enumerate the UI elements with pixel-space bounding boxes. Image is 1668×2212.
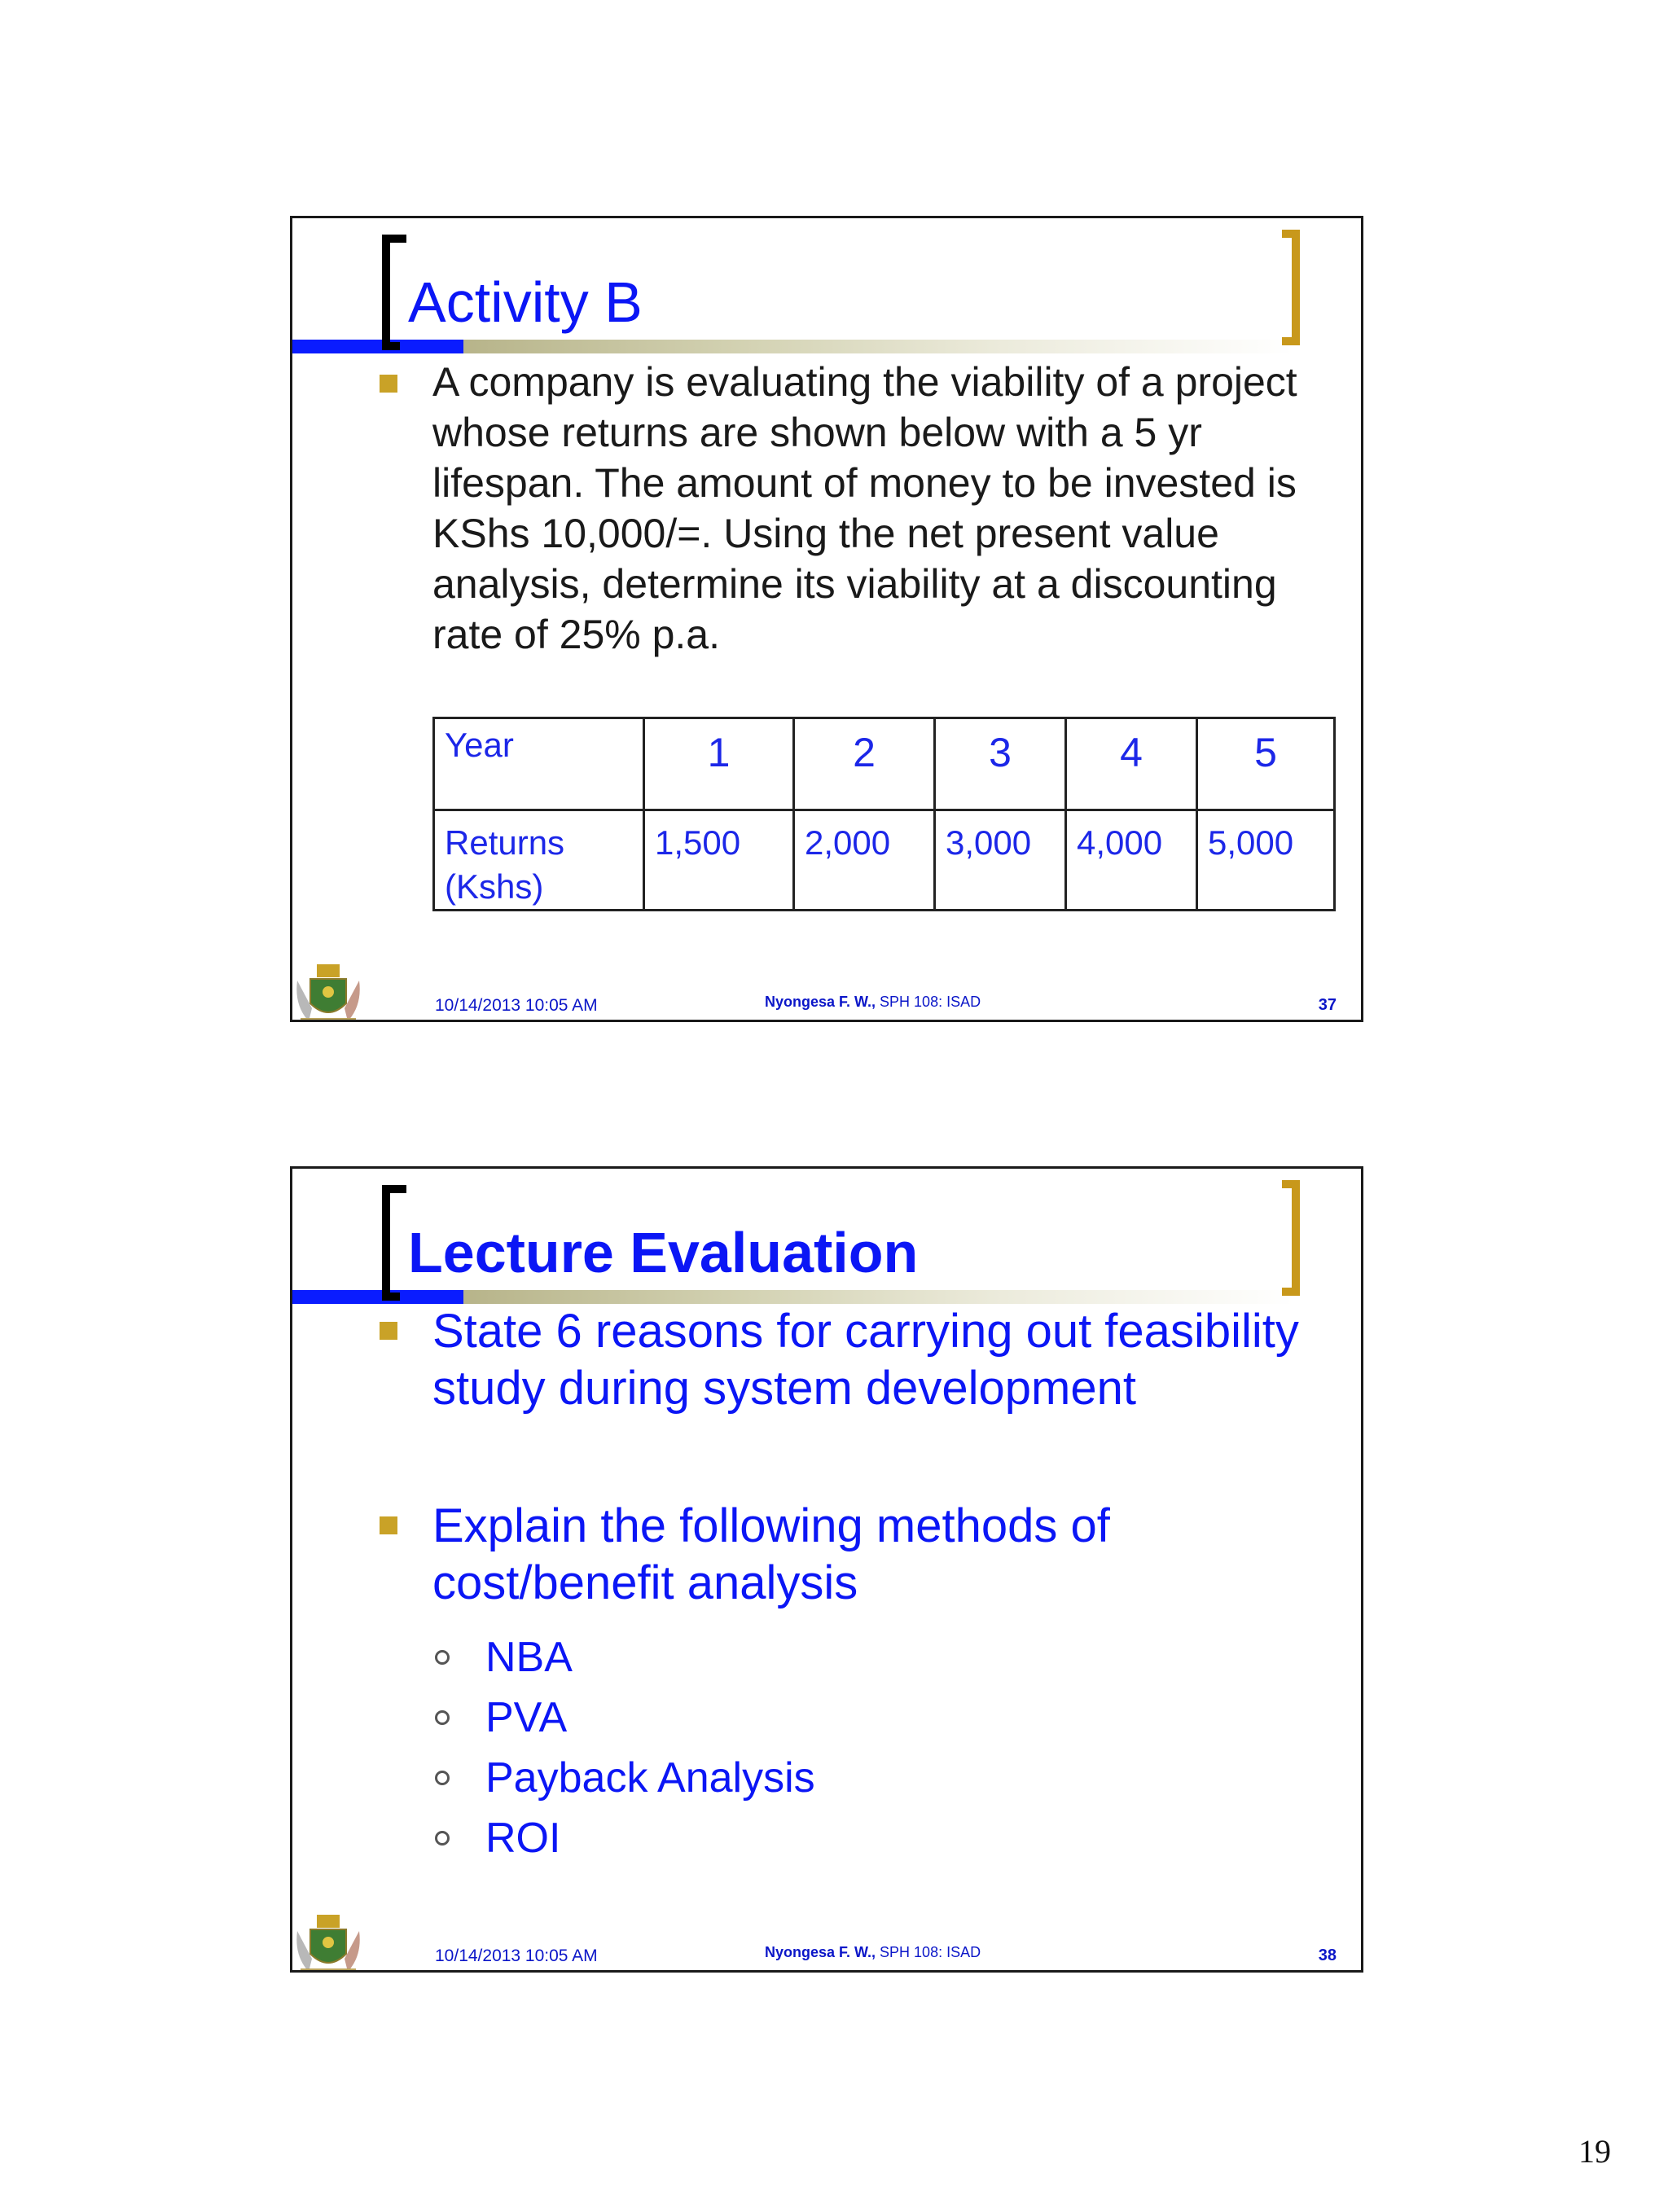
slide-title: Activity B [408, 270, 643, 334]
return-value: 5,000 [1208, 823, 1294, 862]
slide-number: 37 [1318, 996, 1337, 1014]
table-cell [434, 718, 644, 810]
left-bracket-icon [382, 235, 400, 350]
return-value: 2,000 [805, 823, 891, 862]
page-number: 19 [1578, 2133, 1611, 2170]
table-cell [935, 810, 1066, 911]
ring-bullet-icon [435, 1831, 450, 1846]
year-value: 4 [1120, 730, 1143, 775]
course-code: SPH 108: ISAD [876, 994, 981, 1010]
title-accent-bar [292, 340, 463, 353]
question-2 [432, 1498, 1110, 1612]
table-cell [644, 810, 794, 911]
text-line: KShs 10,000/=. Using the net present value [432, 511, 1219, 556]
table-row-returns [434, 810, 1335, 911]
footer-author [765, 1944, 981, 1961]
course-code: SPH 108: ISAD [876, 1944, 981, 1960]
text-line: study during system development [432, 1362, 1136, 1415]
method-item: NBA [485, 1634, 573, 1681]
text-line: lifespan. The amount of money to be invested is [432, 460, 1297, 506]
row-label [435, 811, 643, 909]
square-bullet-icon [380, 1516, 397, 1534]
ring-bullet-icon [435, 1650, 450, 1665]
ring-bullet-icon [435, 1710, 450, 1725]
year-value: 5 [1254, 730, 1277, 775]
year-value: 3 [989, 730, 1012, 775]
return-value: 3,000 [946, 823, 1032, 862]
footer-date: 10/14/2013 10:05 AM [435, 1946, 598, 1965]
row-label: Year [445, 726, 514, 764]
method-item: Payback Analysis [485, 1754, 815, 1802]
square-bullet-icon [380, 375, 397, 393]
university-crest-icon [292, 956, 364, 1022]
slide-number: 38 [1318, 1946, 1337, 1964]
title-accent-bar [292, 1290, 463, 1304]
title-gradient-bar [463, 1290, 1294, 1304]
university-crest-icon [292, 1907, 364, 1973]
footer-date: 10/14/2013 10:05 AM [435, 996, 598, 1015]
ring-bullet-icon [435, 1771, 450, 1785]
table-cell [434, 810, 644, 911]
table-cell [935, 718, 1066, 810]
table-cell [1197, 810, 1335, 911]
square-bullet-icon [380, 1322, 397, 1340]
text-line: State 6 reasons for carrying out feasibility [432, 1305, 1299, 1358]
text-line: analysis, determine its viability at a discounting [432, 561, 1277, 607]
slide-37 [290, 216, 1363, 1022]
text-line: Explain the following methods of [432, 1499, 1110, 1552]
label-line: (Kshs) [445, 867, 544, 906]
label-line: Returns [445, 823, 565, 862]
text-line: rate of 25% p.a. [432, 612, 721, 657]
method-item: PVA [485, 1694, 568, 1741]
activity-description [432, 357, 1337, 660]
author-name: Nyongesa F. W., [765, 994, 876, 1010]
table-cell [1066, 718, 1197, 810]
author-name: Nyongesa F. W., [765, 1944, 876, 1960]
return-value: 1,500 [655, 823, 741, 862]
text-line: cost/benefit analysis [432, 1556, 858, 1609]
text-line: A company is evaluating the viability of a project [432, 359, 1297, 405]
title-gradient-bar [463, 340, 1294, 353]
table-cell [794, 718, 935, 810]
year-value: 1 [707, 730, 731, 775]
question-1 [432, 1303, 1299, 1417]
table-cell [1197, 718, 1335, 810]
left-bracket-icon [382, 1185, 400, 1301]
returns-table [432, 717, 1336, 911]
text-line: whose returns are shown below with a 5 yr [432, 410, 1202, 455]
table-cell [794, 810, 935, 911]
return-value: 4,000 [1077, 823, 1163, 862]
footer-author [765, 994, 981, 1011]
slide-38 [290, 1166, 1363, 1973]
table-row-year [434, 718, 1335, 810]
table-cell [644, 718, 794, 810]
slide-title: Lecture Evaluation [408, 1221, 919, 1284]
method-item: ROI [485, 1815, 561, 1862]
year-value: 2 [853, 730, 876, 775]
table-cell [1066, 810, 1197, 911]
right-bracket-icon [1282, 230, 1300, 345]
right-bracket-icon [1282, 1180, 1300, 1296]
